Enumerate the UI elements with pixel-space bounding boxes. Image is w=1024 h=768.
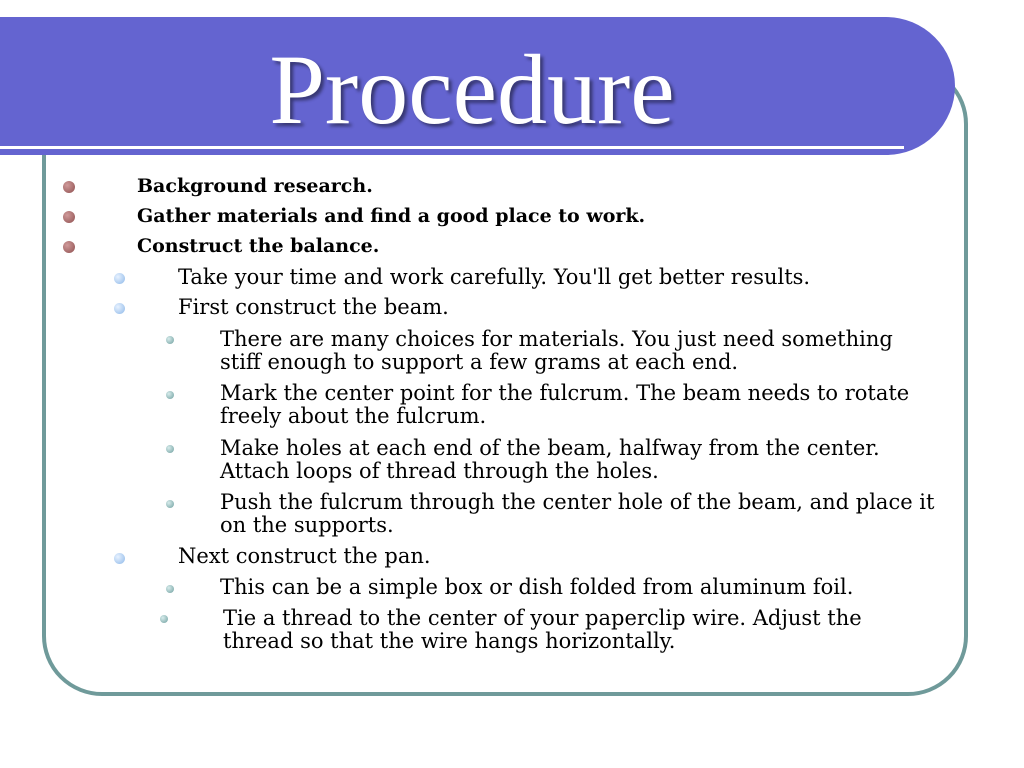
bullet-dot-icon [166,336,174,344]
bullet-text-line-1: There are many choices for materials. You just need something [220,327,893,351]
bullet-text: First construct the beam. [178,295,449,319]
slide-title: Procedure [269,34,675,145]
bullet-dot-icon [114,553,125,564]
bullet-dot-icon [114,303,125,314]
bullet-dot-icon [166,500,174,508]
bullet-text: Take your time and work carefully. You'll get better results. [178,265,811,289]
bullet-text-line-2: stiff enough to support a few grams at each end. [220,350,739,374]
bullet-text: Background research. [137,175,373,197]
bullet-text-line-2: freely about the fulcrum. [220,404,487,428]
bullet-dot-icon [166,445,174,453]
bullet-text: Next construct the pan. [178,544,431,568]
bullet-text-line-1: Mark the center point for the fulcrum. The beam needs to rotate [220,381,910,405]
bullet-text-line-1: Push the fulcrum through the center hole of the beam, and place it [220,490,935,514]
bullet-text: Gather materials and find a good place to work. [137,205,646,227]
bullet-text-line-2: on the supports. [220,513,394,537]
bullet-text-line-1: Tie a thread to the center of your paperclip wire. Adjust the [223,606,862,630]
bullet-dot-icon [160,615,168,623]
bullet-dot-icon [63,181,75,193]
bullet-dot-icon [166,585,174,593]
bullet-dot-icon [63,211,75,223]
bullet-text: Construct the balance. [137,235,380,257]
bullet-text: This can be a simple box or dish folded from aluminum foil. [220,575,854,599]
bullet-text-line-2: Attach loops of thread through the holes. [220,459,659,483]
bullet-text-line-2: thread so that the wire hangs horizontally. [223,629,676,653]
bullet-dot-icon [63,241,75,253]
bullet-dot-icon [114,273,125,284]
bullet-text-line-1: Make holes at each end of the beam, halfway from the center. [220,436,880,460]
bullet-dot-icon [166,391,174,399]
